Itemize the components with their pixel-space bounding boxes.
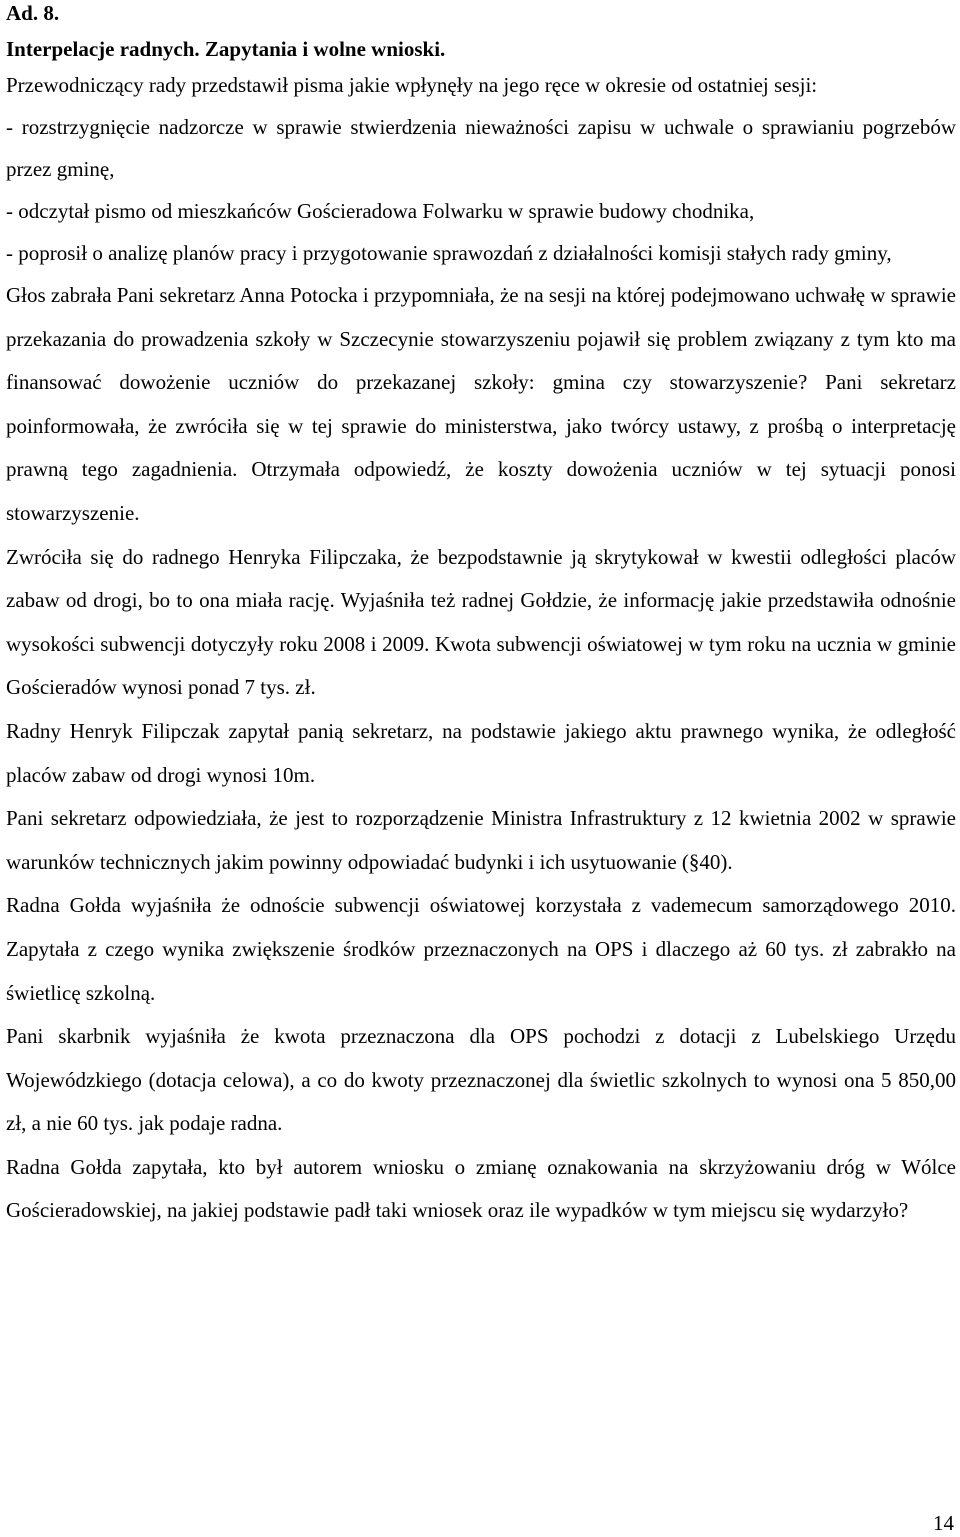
intro-paragraph: Przewodniczący rady przedstawił pisma jakie wpłynęły na jego ręce w okresie od ostatniej sesji: bbox=[6, 73, 818, 97]
paragraph-golda-intersection-question: Radna Gołda zapytała, kto był autorem wniosku o zmianę oznakowania na skrzyżowaniu dróg w Wólce Gościeradowskiej, na jakiej podstawie padł taki wniosek oraz ile wypadków w tym miejscu się wydarzyło? bbox=[6, 1154, 956, 1223]
paragraph-secretary-reply-filipczak: Zwróciła się do radnego Henryka Filipczaka, że bezpodstawnie ją skrytykował w kwestii odległości placów zabaw od drogi, bo to ona miała rację. Wyjaśniła też radnej Gołdzie, że informację jakie przedstawiła odnośnie wysokości subwencji dotyczyły roku 2008 i 2009. Kwota subwencji oświatowej w tym roku na ucznia w gminie Gościeradów wynosi ponad 7 tys. zł. bbox=[6, 544, 956, 700]
page-number: 14 bbox=[933, 1511, 954, 1535]
list-item: - odczytał pismo od mieszkańców Gościeradowa Folwarku w sprawie budowy chodnika, bbox=[6, 199, 755, 223]
section-title: Interpelacje radnych. Zapytania i wolne wnioski. bbox=[6, 37, 446, 61]
list-item: - poprosił o analizę planów pracy i przygotowanie sprawozdań z działalności komisji stałych rady gminy, bbox=[6, 241, 892, 265]
discussion-body bbox=[6, 274, 956, 1233]
document-page bbox=[6, 0, 956, 1233]
paragraph-secretary-answer: Pani sekretarz odpowiedziała, że jest to rozporządzenie Ministra Infrastruktury z 12 kwietnia 2002 w sprawie warunków technicznych jakim powinny odpowiadać budynki i ich usytuowanie (§40). bbox=[6, 806, 956, 874]
paragraph-golda-question: Radna Gołda wyjaśniła że odnoście subwencji oświatowej korzystała z vademecum samorządowego 2010. Zapytała z czego wynika zwiększenie środków przeznaczonych na OPS i dlaczego aż 60 tys. zł zabrakło na świetlicę szkolną. bbox=[6, 893, 956, 1005]
paragraph-treasurer-answer: Pani skarbnik wyjaśniła że kwota przeznaczona dla OPS pochodzi z dotacji z Lubelskiego Urzędu Wojewódzkiego (dotacja celowa), a co do kwoty przeznaczonej dla świetlic szkolnych to wynosi ona 5 850,00 zł, a nie 60 tys. jak podaje radna. bbox=[6, 1024, 956, 1136]
paragraph-filipczak-question: Radny Henryk Filipczak zapytał panią sekretarz, na podstawie jakiego aktu prawnego wynika, że odległość placów zabaw od drogi wynosi 10m. bbox=[6, 718, 956, 787]
letters-list bbox=[6, 106, 956, 274]
list-item: - rozstrzygnięcie nadzorcze w sprawie stwierdzenia nieważności zapisu w uchwale o sprawianiu pogrzebów przez gminę, bbox=[6, 115, 956, 181]
section-number: Ad. 8. bbox=[6, 1, 60, 25]
paragraph-secretary-statement: Głos zabrała Pani sekretarz Anna Potocka i przypomniała, że na sesji na której podejmowano uchwałę w sprawie przekazania do prowadzenia szkoły w Szczecynie stowarzyszeniu pojawił się problem związany z tym kto ma finansować dowożenie uczniów do przekazanej szkoły: gmina czy stowarzyszenie? Pani sekretarz poinformowała, że zwróciła się w tej sprawie do ministerstwa, jako twórcy ustawy, z prośbą o interpretację prawną tego zagadnienia. Otrzymała odpowiedź, że koszty dowożenia uczniów w tej sytuacji ponosi stowarzyszenie. bbox=[6, 283, 956, 525]
